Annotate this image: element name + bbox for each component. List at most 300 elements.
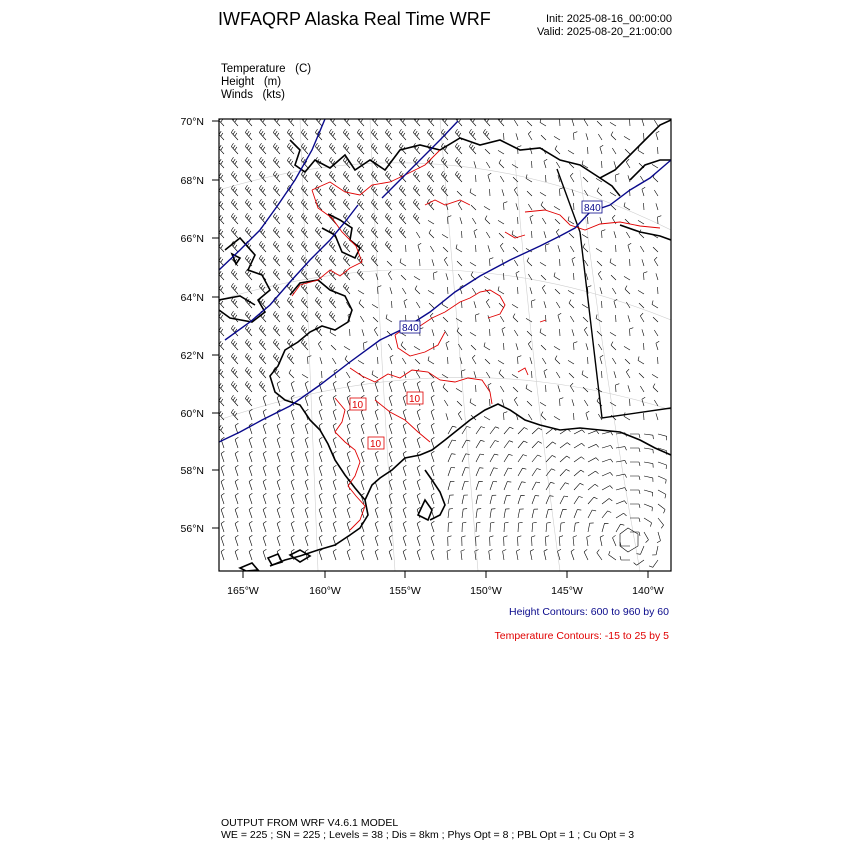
field-name: Temperature — [221, 63, 286, 75]
wind-barb — [385, 241, 392, 252]
wind-barb — [588, 444, 599, 448]
wind-barb — [484, 343, 490, 351]
wind-barb — [361, 535, 364, 546]
wind-barb — [455, 143, 462, 154]
wind-barb — [302, 374, 308, 378]
wind-barb — [333, 493, 336, 504]
wind-barb — [305, 423, 308, 434]
wind-barb — [572, 399, 574, 406]
wind-barb — [652, 374, 658, 378]
wind-barb — [447, 550, 451, 560]
wind-barb — [574, 443, 585, 448]
wind-barb — [486, 299, 490, 308]
wind-barb — [518, 455, 527, 462]
wind-barb — [329, 171, 336, 182]
wind-barb — [217, 157, 224, 168]
wind-barb — [637, 546, 645, 554]
wind-barb — [597, 121, 602, 126]
wind-barb — [361, 549, 364, 560]
model-footer — [221, 817, 634, 841]
wind-barb — [657, 532, 661, 543]
wind-barb — [490, 468, 498, 476]
wind-barb — [231, 171, 238, 182]
wind-barb — [343, 255, 350, 266]
wind-barb — [350, 329, 351, 336]
wind-barb — [273, 269, 280, 280]
wind-barb — [502, 399, 504, 406]
wind-barb — [602, 523, 609, 532]
wind-barb — [630, 448, 640, 452]
wind-barb — [371, 143, 378, 154]
wind-barb — [560, 329, 561, 336]
wind-barb — [231, 227, 238, 238]
wind-barb — [431, 395, 434, 406]
wind-barb — [640, 246, 644, 252]
wind-barb — [347, 423, 350, 434]
wind-barb — [610, 259, 616, 267]
wind-barb — [574, 510, 581, 518]
wind-barbs — [217, 115, 666, 567]
wind-barb — [532, 496, 539, 504]
wind-barb — [516, 271, 519, 280]
wind-barb — [456, 388, 462, 392]
field-name: Winds — [221, 89, 253, 101]
wind-barb — [644, 490, 653, 496]
wind-barb — [532, 441, 542, 448]
wind-barb — [610, 332, 616, 336]
footer-line-2: WE = 225 ; SN = 225 ; Levels = 38 ; Dis = 8km ; Phys Opt = 8 ; PBL Opt = 1 ; Cu Opt = 3 — [221, 829, 635, 841]
wind-barb — [611, 205, 616, 210]
wind-barb — [390, 355, 393, 364]
wind-barb — [541, 275, 546, 280]
wind-barb — [249, 521, 252, 532]
wind-barb — [588, 510, 596, 518]
wind-barb — [403, 535, 406, 546]
wind-barb — [231, 115, 238, 126]
wind-barb — [291, 451, 294, 462]
wind-barb — [640, 386, 644, 392]
wind-barb — [287, 199, 294, 210]
wind-barb — [518, 217, 519, 224]
wind-barb — [504, 133, 505, 140]
wind-barb — [277, 521, 280, 532]
wind-barb — [432, 259, 434, 266]
wind-barb — [518, 509, 524, 518]
wind-barb — [375, 409, 378, 420]
wind-barb — [597, 188, 602, 196]
wind-barb — [431, 409, 434, 420]
wind-barb — [403, 409, 406, 420]
wind-barb — [476, 245, 477, 252]
wind-barb — [514, 330, 518, 336]
wind-barb — [347, 451, 350, 462]
wind-barb — [485, 216, 490, 224]
wind-barb — [504, 495, 511, 504]
wind-barb — [217, 269, 224, 280]
wind-barb — [600, 217, 602, 224]
wind-barb — [305, 479, 308, 490]
wind-barb — [372, 371, 378, 379]
wind-barb — [416, 302, 420, 308]
lon-label: 165°W — [227, 585, 259, 597]
wind-barb — [263, 507, 266, 518]
wind-barb — [458, 411, 462, 420]
wind-barb — [642, 329, 644, 336]
wind-barb — [540, 192, 546, 196]
wind-barb — [273, 325, 280, 336]
wind-barb — [490, 441, 499, 449]
wind-barb — [588, 484, 598, 490]
wind-barb — [361, 381, 364, 392]
wind-barb — [638, 290, 644, 294]
wind-barb — [582, 304, 588, 308]
wind-barb — [572, 329, 574, 336]
wind-barb — [610, 402, 616, 406]
wind-barb — [245, 115, 252, 126]
wind-barb — [503, 550, 507, 561]
wind-barb — [504, 536, 508, 546]
wind-barb — [414, 276, 420, 280]
wind-barb — [403, 423, 406, 434]
wind-barb — [375, 423, 378, 434]
wind-barb — [546, 385, 547, 392]
wind-barb — [462, 481, 469, 490]
wind-barb — [263, 451, 266, 462]
wind-barb — [231, 395, 238, 406]
wind-barb — [277, 535, 280, 546]
wind-barb — [518, 482, 526, 490]
wind-barb — [638, 220, 644, 224]
wind-barb — [600, 535, 604, 546]
wind-barb — [586, 411, 589, 420]
wind-barb — [217, 423, 224, 434]
wind-barb — [642, 259, 644, 266]
wind-barb — [343, 143, 350, 154]
wind-barb — [658, 357, 659, 364]
wind-barb — [448, 287, 449, 294]
wind-barb — [231, 213, 238, 224]
wind-barb — [448, 216, 452, 224]
height-legend: Height Contours: 600 to 960 by 60 — [509, 606, 669, 618]
wind-barb — [528, 204, 532, 210]
wind-barb — [387, 261, 392, 266]
wind-barb — [658, 462, 667, 469]
wind-barb — [611, 342, 616, 350]
wind-barb — [626, 232, 630, 238]
wind-barb — [291, 479, 294, 490]
wind-barb — [357, 199, 364, 210]
wind-barb — [654, 190, 658, 196]
wind-barb — [638, 357, 644, 365]
wind-barb — [400, 259, 406, 267]
wind-barb — [273, 339, 280, 350]
wind-barb — [546, 175, 547, 182]
wind-barb — [610, 122, 616, 126]
wind-barb — [231, 283, 238, 294]
wind-barb — [574, 457, 584, 462]
wind-barb — [427, 115, 434, 126]
wind-barb — [502, 327, 505, 336]
wind-barb — [516, 203, 518, 210]
wind-barb — [231, 339, 238, 350]
wind-barb — [488, 173, 491, 182]
wind-barb — [291, 521, 294, 532]
wind-barb — [488, 315, 490, 322]
wind-barb — [259, 381, 266, 392]
wind-barb — [413, 185, 420, 196]
wind-barb — [540, 402, 546, 406]
wind-barb — [347, 493, 350, 504]
wind-barb — [455, 171, 462, 182]
wind-barb — [417, 521, 420, 532]
wind-barb — [654, 257, 658, 266]
wind-barb — [512, 164, 518, 168]
wind-barb — [574, 413, 575, 420]
wind-barb — [315, 297, 322, 308]
wind-barb — [333, 437, 336, 448]
wind-barb — [616, 245, 617, 252]
wind-barb — [249, 479, 252, 490]
wind-barb — [287, 241, 294, 252]
wind-barb — [360, 316, 364, 322]
wind-barb — [644, 462, 653, 468]
wind-barb — [429, 230, 434, 238]
wind-barb — [231, 353, 238, 364]
wind-barb — [518, 468, 526, 476]
wind-barb — [358, 290, 364, 294]
wind-barb — [403, 479, 406, 490]
field-name: Height — [221, 76, 255, 88]
wind-barb — [497, 115, 504, 126]
wind-barb — [231, 269, 238, 280]
wind-barb — [420, 259, 421, 266]
wind-barb — [388, 344, 392, 350]
wind-barb — [389, 381, 392, 392]
wind-barb — [376, 343, 378, 350]
wind-barb — [598, 344, 602, 350]
wind-barb — [474, 161, 476, 168]
wind-barb — [333, 479, 336, 490]
wind-barb — [527, 258, 532, 266]
wind-barb — [217, 395, 224, 406]
wind-barb — [625, 149, 630, 154]
wind-barb — [249, 549, 252, 560]
wind-barb — [544, 301, 546, 308]
wind-barb — [555, 356, 560, 364]
wind-barb — [361, 465, 364, 476]
wind-barb — [319, 549, 322, 560]
wind-barb — [235, 535, 238, 546]
wind-barb — [291, 507, 294, 518]
wind-barb — [315, 171, 322, 182]
wind-barb — [472, 218, 476, 224]
wind-barb — [630, 259, 631, 266]
wind-barb — [287, 297, 294, 308]
wind-barb — [392, 301, 393, 308]
wind-barb — [555, 219, 560, 224]
wind-barb — [357, 129, 364, 140]
wind-barb — [584, 400, 588, 406]
wind-barb — [498, 150, 504, 154]
wind-barb — [322, 371, 323, 378]
wind-barb — [558, 245, 560, 252]
wind-barb — [462, 536, 466, 546]
wind-barb — [512, 374, 518, 378]
wind-barb — [315, 227, 322, 238]
wind-barb — [390, 287, 392, 294]
wind-barb — [291, 423, 294, 434]
wind-barb — [235, 493, 238, 504]
wind-barb — [315, 213, 322, 224]
wind-barb — [231, 143, 238, 154]
lat-label: 70°N — [180, 116, 204, 128]
wind-barb — [644, 203, 645, 210]
wind-barb — [347, 465, 350, 476]
wind-barb — [417, 409, 420, 420]
wind-barb — [263, 423, 266, 434]
wind-barb — [301, 311, 308, 322]
wind-barb — [568, 290, 574, 294]
wind-barb — [444, 400, 448, 406]
wind-barb — [273, 129, 280, 140]
wind-barb — [259, 143, 266, 154]
wind-barb — [644, 518, 652, 527]
wind-barb — [399, 213, 406, 224]
wind-barb — [527, 401, 532, 406]
wind-barb — [441, 185, 448, 196]
wind-barb — [373, 317, 378, 322]
wind-barb — [319, 479, 322, 490]
wind-barb — [221, 521, 224, 532]
wind-barb — [217, 325, 224, 336]
wind-barb — [588, 431, 599, 434]
wind-barb — [546, 455, 556, 462]
init-time: Init: 2025-08-16_00:00:00 — [546, 13, 672, 25]
wind-barb — [277, 479, 280, 490]
wind-barb — [498, 220, 504, 224]
wind-barb — [532, 161, 533, 168]
wind-barb — [582, 234, 588, 238]
wind-barb — [544, 231, 546, 238]
wind-barb — [231, 367, 238, 378]
wind-barb — [476, 175, 477, 182]
wind-barb — [245, 395, 252, 406]
valid-time: Valid: 2025-08-20_21:00:00 — [537, 26, 672, 38]
wind-barb — [343, 185, 350, 196]
wind-barb — [616, 447, 627, 451]
wind-barb — [554, 136, 560, 140]
wind-barb — [443, 247, 448, 252]
wind-barb — [574, 203, 575, 210]
wind-barb — [504, 454, 513, 462]
wind-barb — [602, 432, 613, 436]
wind-barb — [431, 437, 434, 448]
wind-barb — [305, 465, 308, 476]
wind-barb — [546, 315, 547, 322]
wind-barb — [644, 448, 653, 453]
wind-barb — [490, 454, 498, 462]
wind-barb — [500, 386, 504, 392]
lon-label: 145°W — [551, 585, 583, 597]
wind-barb — [305, 507, 308, 518]
wind-barb — [490, 399, 491, 406]
wind-barb — [574, 273, 575, 280]
wind-barb — [584, 260, 588, 266]
wind-barb — [399, 185, 406, 196]
wind-barb — [630, 532, 640, 536]
wind-barb — [616, 524, 624, 532]
wind-barb — [273, 115, 280, 126]
wind-barb — [546, 522, 551, 532]
wind-barb — [574, 496, 583, 504]
wind-barb — [291, 465, 294, 476]
wind-barb — [658, 518, 664, 528]
lon-ticks — [243, 571, 648, 578]
wind-barb — [499, 160, 504, 168]
wind-barb — [403, 395, 406, 406]
wind-barb — [315, 255, 322, 266]
wind-barb — [371, 199, 378, 210]
wind-barb — [583, 317, 588, 322]
wind-barb — [287, 115, 294, 126]
wind-barb — [476, 536, 480, 546]
wind-barb — [434, 272, 438, 280]
wind-barb — [357, 269, 364, 280]
wind-barb — [616, 513, 627, 518]
wind-barb — [259, 185, 266, 196]
wind-barb — [249, 507, 252, 518]
lat-label: 56°N — [180, 523, 204, 535]
wind-barb — [626, 369, 630, 378]
wind-barb — [485, 149, 490, 154]
wind-barb — [371, 129, 378, 140]
wind-barb — [399, 115, 406, 126]
wind-barb — [361, 423, 364, 434]
wind-barb — [401, 275, 406, 280]
height-contours — [219, 119, 671, 442]
wind-barb — [431, 423, 434, 434]
wind-barb — [404, 299, 407, 308]
wind-barb — [542, 285, 546, 294]
wind-barb — [540, 119, 546, 127]
wind-barb — [389, 437, 392, 448]
wind-barb — [490, 509, 495, 518]
wind-barb — [588, 497, 598, 504]
wind-barb — [319, 409, 322, 420]
wind-barb — [462, 495, 468, 504]
wind-barb — [530, 549, 534, 560]
wind-barb — [513, 247, 518, 252]
wind-barb — [429, 303, 434, 308]
lat-label: 68°N — [180, 175, 204, 187]
wind-barb — [572, 119, 574, 126]
wind-barb — [610, 192, 616, 196]
wind-barb — [417, 451, 420, 462]
wind-barb — [602, 511, 611, 518]
wind-barb — [490, 329, 491, 336]
wind-barb — [319, 465, 322, 476]
wind-barb — [231, 157, 238, 168]
wind-barb — [287, 255, 294, 266]
wind-barb — [490, 482, 497, 491]
wind-barb — [624, 276, 630, 280]
wind-barb — [462, 440, 470, 448]
wind-barb — [357, 171, 364, 182]
wind-barb — [305, 395, 308, 406]
wind-barb — [329, 115, 336, 126]
wind-barb — [490, 522, 494, 532]
wind-barb — [530, 357, 532, 364]
